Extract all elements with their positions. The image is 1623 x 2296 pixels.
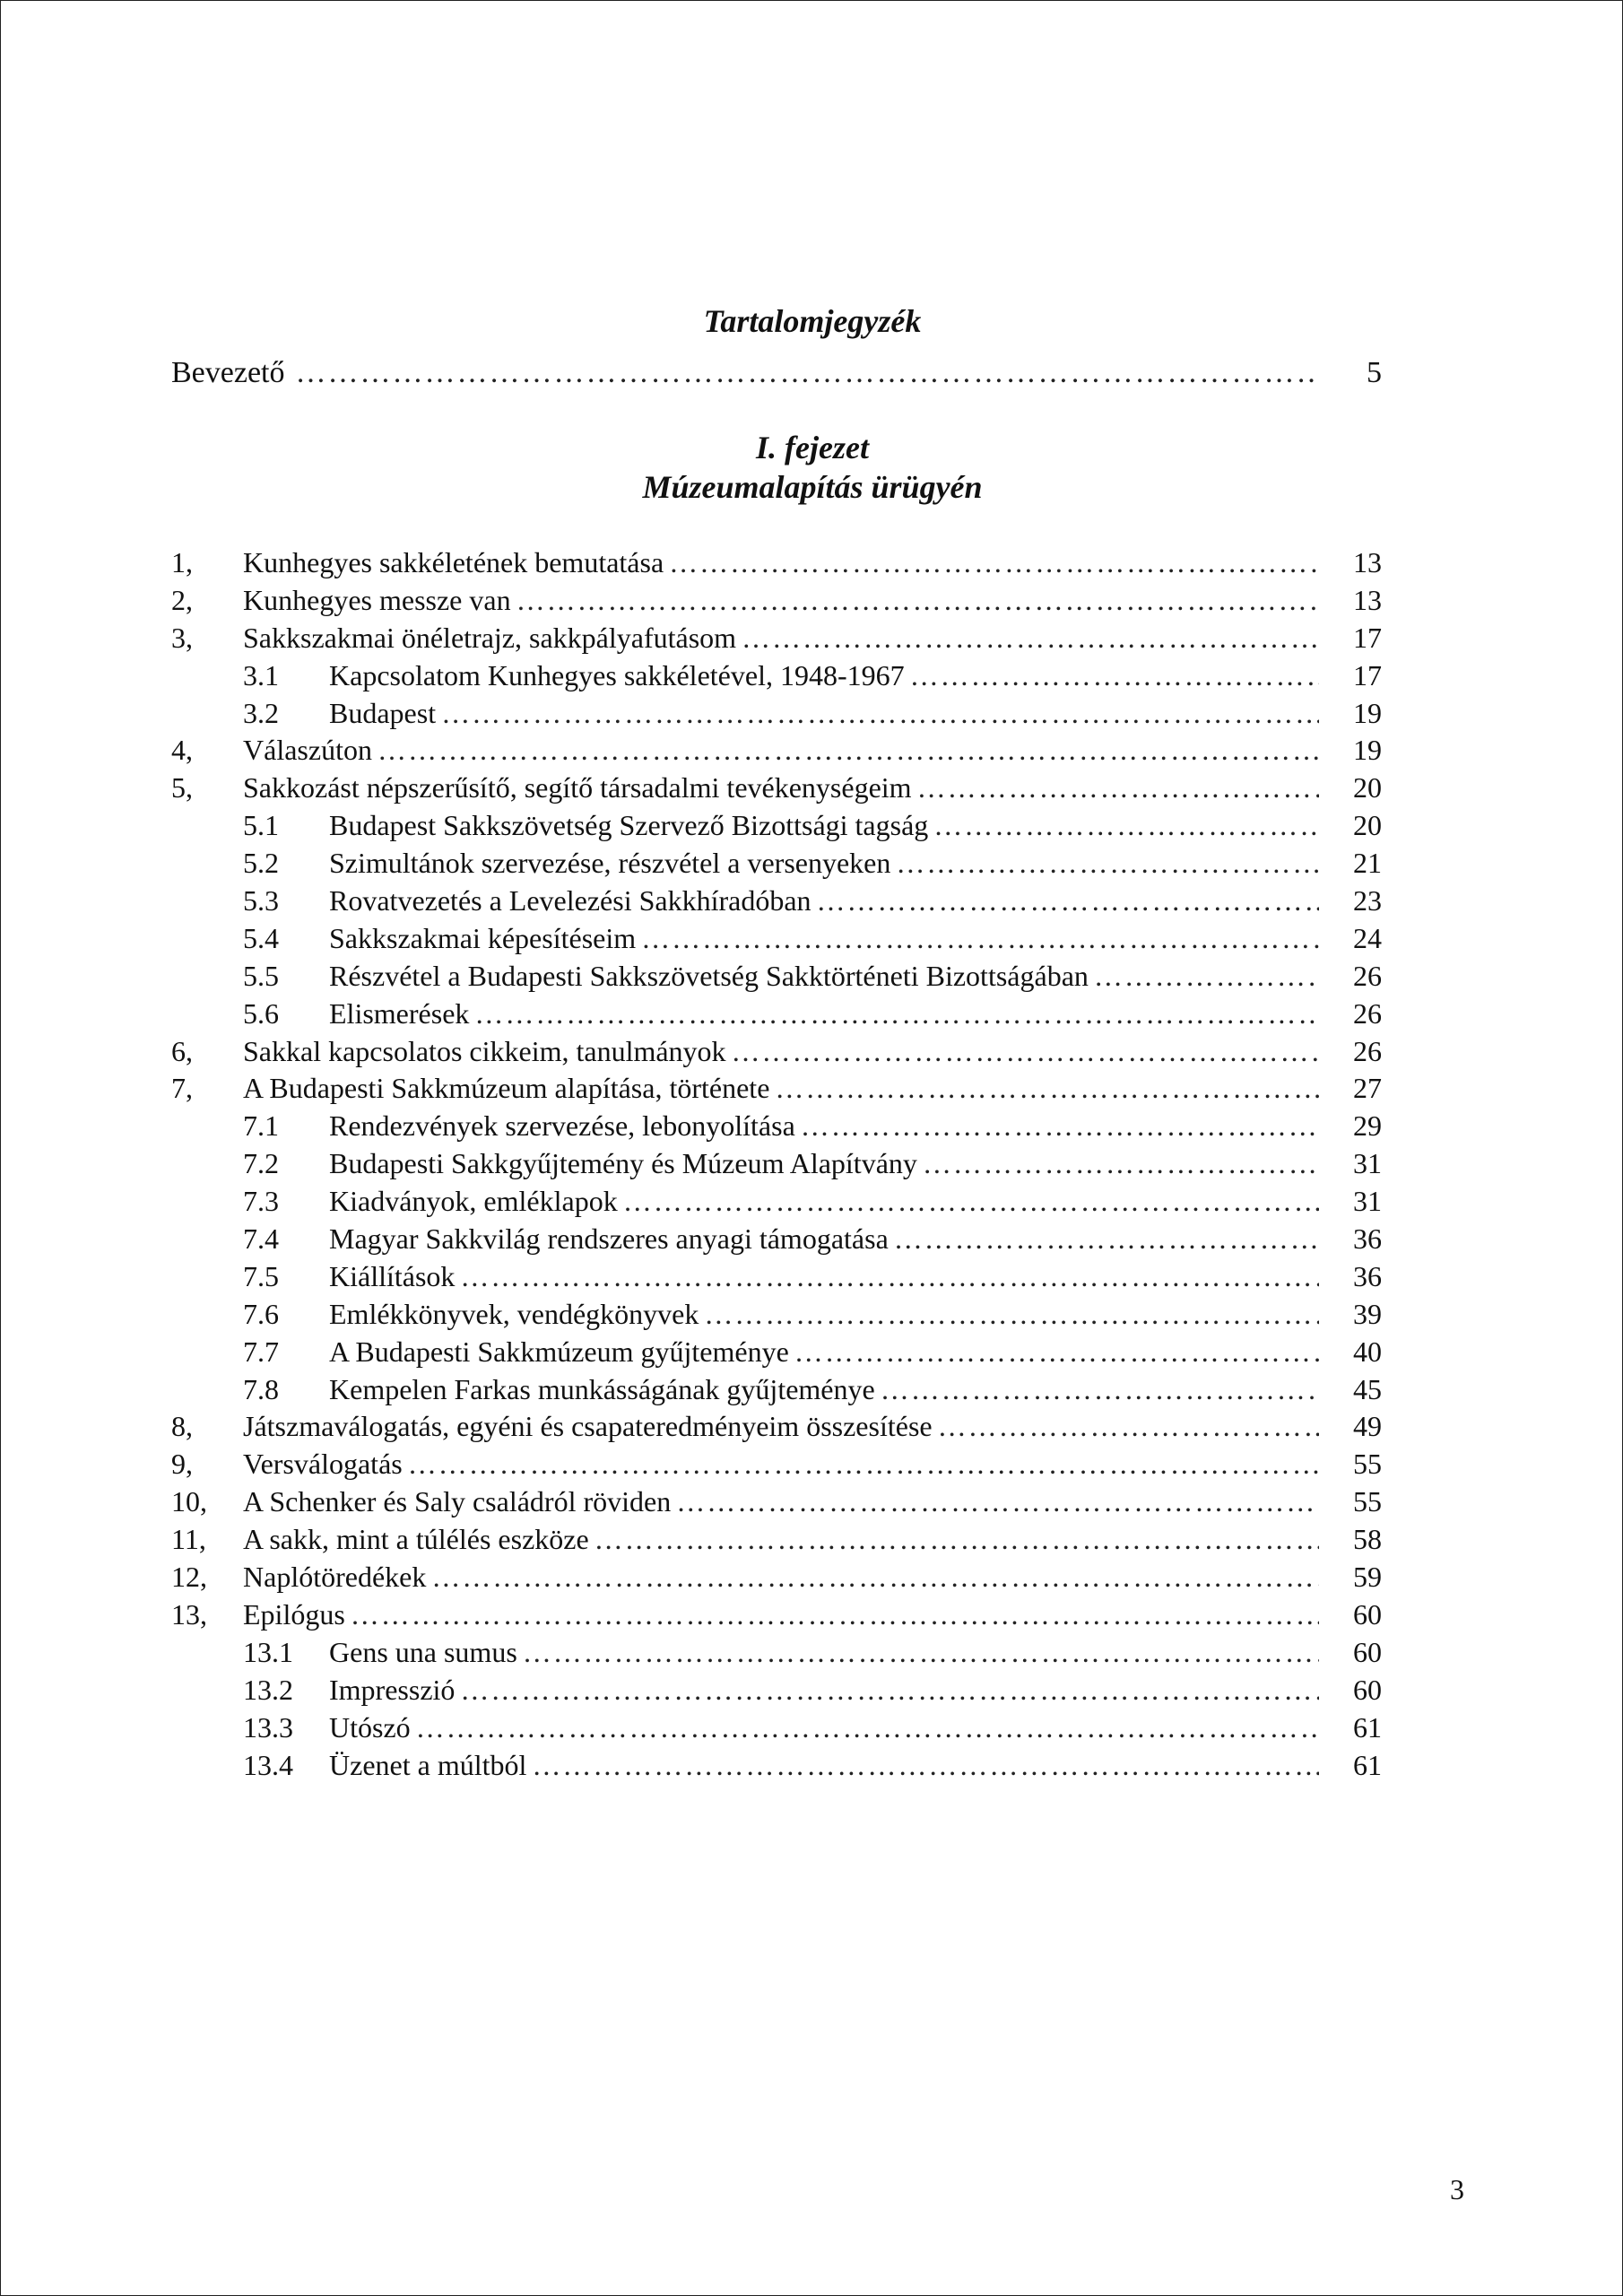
dot-leader bbox=[532, 1747, 1319, 1785]
toc-entry-label: Emlékkönyvek, vendégkönyvek bbox=[329, 1297, 699, 1330]
toc-entry-label: Versválogatás bbox=[243, 1448, 403, 1481]
toc-entry-label: Magyar Sakkvilág rendszeres anyagi támogatása bbox=[329, 1222, 889, 1256]
dot-leader bbox=[351, 1596, 1319, 1634]
toc-entry bbox=[171, 1446, 1382, 1483]
toc-entry-label: Üzenet a múltból bbox=[329, 1748, 527, 1781]
dot-leader bbox=[704, 1296, 1319, 1334]
toc-entry-label: Budapesti Sakkgyűjtemény és Múzeum Alapítvány bbox=[329, 1147, 917, 1180]
toc-intro-entry bbox=[171, 356, 1382, 390]
toc-entry-label: A sakk, mint a túlélés eszköze bbox=[243, 1523, 589, 1556]
toc-entry-label: Sakkszakmai önéletrajz, sakkpályafutásom bbox=[243, 621, 737, 654]
toc-entry bbox=[171, 1183, 1382, 1221]
dot-leader bbox=[408, 1446, 1319, 1483]
toc-entry-page: 60 bbox=[1353, 1597, 1382, 1631]
toc-entry-label: Rovatvezetés a Levelezési Sakkhíradóban bbox=[329, 884, 812, 918]
dot-leader bbox=[416, 1709, 1319, 1747]
toc-entry-subnumber: 7.4 bbox=[243, 1222, 279, 1256]
dot-leader bbox=[910, 657, 1319, 695]
dot-leader bbox=[441, 695, 1319, 733]
toc-entry-label: Sakkszakmai képesítéseim bbox=[329, 921, 637, 954]
toc-entry bbox=[171, 732, 1382, 770]
toc-entry-label: Impresszió bbox=[329, 1673, 456, 1706]
toc-entry-label: A Schenker és Saly családról röviden bbox=[243, 1485, 672, 1518]
toc-entry-label: Epilógus bbox=[243, 1597, 345, 1631]
toc-entry-number: 6, bbox=[171, 1034, 193, 1067]
toc-entry-subnumber: 3.2 bbox=[243, 696, 279, 729]
toc-entry-subnumber: 5.6 bbox=[243, 996, 279, 1030]
toc-entry-subnumber: 7.2 bbox=[243, 1147, 279, 1180]
toc-entry-subnumber: 3.1 bbox=[243, 658, 279, 691]
toc-entry-page: 39 bbox=[1353, 1297, 1382, 1330]
toc-entry-label: Gens una sumus bbox=[329, 1635, 517, 1668]
toc-entry bbox=[171, 1033, 1382, 1071]
toc-entry-label: Kiállítások bbox=[329, 1259, 456, 1292]
toc-entry-subnumber: 7.5 bbox=[243, 1259, 279, 1292]
dot-leader bbox=[474, 996, 1319, 1033]
toc-entry-page: 58 bbox=[1353, 1523, 1382, 1556]
dot-leader bbox=[1094, 958, 1319, 996]
toc-entry-page: 17 bbox=[1353, 658, 1382, 691]
toc-entry-page: 45 bbox=[1353, 1372, 1382, 1405]
toc-entry bbox=[171, 1747, 1382, 1785]
toc-entry-number: 9, bbox=[171, 1448, 193, 1481]
chapter-heading-block bbox=[1, 428, 1623, 507]
toc-entry-label: Sakkal kapcsolatos cikkeim, tanulmányok bbox=[243, 1034, 726, 1067]
toc-entry-number: 8, bbox=[171, 1410, 193, 1443]
toc-entry bbox=[171, 996, 1382, 1033]
toc-entry bbox=[171, 1559, 1382, 1596]
dot-leader bbox=[742, 620, 1319, 657]
toc-entry-page: 36 bbox=[1353, 1222, 1382, 1256]
toc-entry bbox=[171, 1108, 1382, 1145]
toc-title: Tartalomjegyzék bbox=[703, 303, 922, 339]
toc-entry-page: 40 bbox=[1353, 1335, 1382, 1368]
dot-leader bbox=[676, 1483, 1319, 1521]
toc-entry-subnumber: 13.1 bbox=[243, 1635, 293, 1668]
toc-entry-subnumber: 7.3 bbox=[243, 1185, 279, 1218]
toc-entry-page: 31 bbox=[1353, 1147, 1382, 1180]
toc-entry bbox=[171, 807, 1382, 845]
dot-leader bbox=[669, 544, 1319, 582]
toc-entry-page: 19 bbox=[1353, 734, 1382, 767]
toc-entry-page: 55 bbox=[1353, 1448, 1382, 1481]
toc-entry-subnumber: 13.3 bbox=[243, 1710, 293, 1744]
toc-entry-number: 7, bbox=[171, 1072, 193, 1105]
toc-entry bbox=[171, 1334, 1382, 1371]
toc-entry-label: Szimultánok szervezése, részvétel a versenyeken bbox=[329, 847, 891, 880]
toc-entry-page: 26 bbox=[1353, 996, 1382, 1030]
toc-entry bbox=[171, 1221, 1382, 1258]
toc-entry-label: Elismerések bbox=[329, 996, 470, 1030]
toc-entry-page: 20 bbox=[1353, 771, 1382, 804]
toc-entry-subnumber: 7.1 bbox=[243, 1109, 279, 1143]
toc-entry-label: Játszmaválogatás, egyéni és csapateredményeim összesítése bbox=[243, 1410, 933, 1443]
toc-entry bbox=[171, 1070, 1382, 1108]
toc-entry bbox=[171, 958, 1382, 996]
toc-entry-number: 4, bbox=[171, 734, 193, 767]
toc-entry bbox=[171, 1258, 1382, 1296]
toc-entry-subnumber: 5.2 bbox=[243, 847, 279, 880]
dot-leader bbox=[933, 807, 1319, 845]
toc-entry bbox=[171, 1596, 1382, 1634]
toc-entry-number: 5, bbox=[171, 771, 193, 804]
toc-entry-page: 26 bbox=[1353, 959, 1382, 992]
dot-leader bbox=[460, 1258, 1319, 1296]
toc-entry-subnumber: 13.4 bbox=[243, 1748, 293, 1781]
toc-entry bbox=[171, 1371, 1382, 1409]
toc-entry-number: 2, bbox=[171, 583, 193, 616]
toc-entry-number: 12, bbox=[171, 1561, 207, 1594]
toc-entry-label: Válaszúton bbox=[243, 734, 372, 767]
dot-leader bbox=[732, 1033, 1319, 1071]
toc-entry-page: 31 bbox=[1353, 1185, 1382, 1218]
toc-entry-page: 21 bbox=[1353, 847, 1382, 880]
toc-entry-page: 26 bbox=[1353, 1034, 1382, 1067]
dot-leader bbox=[775, 1070, 1319, 1108]
dot-leader bbox=[917, 770, 1319, 807]
toc-entry-label: Kempelen Farkas munkásságának gyűjteménye bbox=[329, 1372, 875, 1405]
toc-entry-label: Rendezvények szervezése, lebonyolítása bbox=[329, 1109, 795, 1143]
toc-entry-page: 27 bbox=[1353, 1072, 1382, 1105]
toc-entry bbox=[171, 1296, 1382, 1334]
toc-entry-page: 20 bbox=[1353, 809, 1382, 842]
dot-leader bbox=[523, 1634, 1319, 1672]
toc-entry bbox=[171, 1145, 1382, 1183]
toc-entry bbox=[171, 695, 1382, 733]
toc-entry-number: 10, bbox=[171, 1485, 207, 1518]
chapter-subtitle: Múzeumalapítás ürügyén bbox=[642, 469, 983, 505]
toc-entry-page: 60 bbox=[1353, 1635, 1382, 1668]
toc-entry bbox=[171, 1408, 1382, 1446]
dot-leader bbox=[881, 1371, 1319, 1409]
toc-entry bbox=[171, 1521, 1382, 1559]
toc-entry-label: A Budapesti Sakkmúzeum gyűjteménye bbox=[329, 1335, 789, 1368]
toc-entry-subnumber: 7.6 bbox=[243, 1297, 279, 1330]
dot-leader bbox=[938, 1408, 1319, 1446]
toc-entry-subnumber: 5.4 bbox=[243, 921, 279, 954]
toc-entry-number: 1, bbox=[171, 546, 193, 578]
toc-entry-page: 24 bbox=[1353, 921, 1382, 954]
dot-leader bbox=[894, 1221, 1319, 1258]
toc-entry-label: A Budapesti Sakkmúzeum alapítása, története bbox=[243, 1072, 770, 1105]
toc-entry bbox=[171, 582, 1382, 620]
toc-entry-page: 36 bbox=[1353, 1259, 1382, 1292]
dot-leader bbox=[291, 356, 1320, 390]
toc-entry bbox=[171, 883, 1382, 920]
toc-entry bbox=[171, 920, 1382, 958]
toc-entry bbox=[171, 544, 1382, 582]
toc-entry-page: 49 bbox=[1353, 1410, 1382, 1443]
toc-entry-subnumber: 5.3 bbox=[243, 884, 279, 918]
dot-leader bbox=[595, 1521, 1319, 1559]
page-number: 3 bbox=[1450, 2173, 1464, 2205]
toc-entry-label: Naplótöredékek bbox=[243, 1561, 427, 1594]
dot-leader bbox=[794, 1334, 1319, 1371]
toc-entry-subnumber: 13.2 bbox=[243, 1673, 293, 1706]
toc-entry bbox=[171, 1672, 1382, 1709]
toc-entry-subnumber: 7.7 bbox=[243, 1335, 279, 1368]
dot-leader bbox=[516, 582, 1319, 620]
dot-leader bbox=[923, 1145, 1319, 1183]
toc-entry-page: 55 bbox=[1353, 1485, 1382, 1518]
toc-entry-number: 3, bbox=[171, 621, 193, 654]
toc-entry-label: Részvétel a Budapesti Sakkszövetség Sakktörténeti Bizottságában bbox=[329, 959, 1089, 992]
toc-entry-page: 29 bbox=[1353, 1109, 1382, 1143]
dot-leader bbox=[641, 920, 1319, 958]
dot-leader bbox=[378, 732, 1319, 770]
toc-entry bbox=[171, 845, 1382, 883]
toc-entry bbox=[171, 657, 1382, 695]
toc-intro-page: 5 bbox=[1367, 356, 1382, 389]
dot-leader bbox=[817, 883, 1319, 920]
toc-entry-label: Kunhegyes sakkéletének bemutatása bbox=[243, 546, 664, 578]
toc-entry-label: Kunhegyes messze van bbox=[243, 583, 511, 616]
toc-entry bbox=[171, 1483, 1382, 1521]
toc-entry-number: 11, bbox=[171, 1523, 206, 1556]
toc-entry-subnumber: 7.8 bbox=[243, 1372, 279, 1405]
dot-leader bbox=[460, 1672, 1319, 1709]
dot-leader bbox=[801, 1108, 1319, 1145]
toc-entry bbox=[171, 1634, 1382, 1672]
chapter-heading: I. fejezet bbox=[756, 430, 869, 465]
toc-entry-page: 23 bbox=[1353, 884, 1382, 918]
toc-entry-label: Budapest bbox=[329, 696, 437, 729]
toc-list bbox=[171, 544, 1382, 1784]
toc-entry-label: Kiadványok, emléklapok bbox=[329, 1185, 618, 1218]
toc-entry-subnumber: 5.5 bbox=[243, 959, 279, 992]
toc-entry-page: 19 bbox=[1353, 696, 1382, 729]
toc-entry-page: 17 bbox=[1353, 621, 1382, 654]
toc-entry bbox=[171, 620, 1382, 657]
toc-entry-page: 61 bbox=[1353, 1748, 1382, 1781]
dot-leader bbox=[431, 1559, 1319, 1596]
toc-entry-label: Sakkozást népszerűsítő, segítő társadalmi tevékenységeim bbox=[243, 771, 912, 804]
toc-entry-page: 60 bbox=[1353, 1673, 1382, 1706]
toc-entry-label: Kapcsolatom Kunhegyes sakkéletével, 1948-1967 bbox=[329, 658, 905, 691]
toc-entry-page: 13 bbox=[1353, 583, 1382, 616]
dot-leader bbox=[896, 845, 1319, 883]
toc-entry-page: 61 bbox=[1353, 1710, 1382, 1744]
toc-entry-page: 59 bbox=[1353, 1561, 1382, 1594]
toc-entry-label: Utószó bbox=[329, 1710, 411, 1744]
toc-entry-label: Budapest Sakkszövetség Szervező Bizottsági tagság bbox=[329, 809, 929, 842]
toc-entry bbox=[171, 1709, 1382, 1747]
toc-entry bbox=[171, 770, 1382, 807]
toc-intro-label: Bevezető bbox=[171, 356, 285, 389]
toc-entry-page: 13 bbox=[1353, 546, 1382, 578]
dot-leader bbox=[623, 1183, 1319, 1221]
toc-entry-number: 13, bbox=[171, 1597, 207, 1631]
toc-entry-subnumber: 5.1 bbox=[243, 809, 279, 842]
